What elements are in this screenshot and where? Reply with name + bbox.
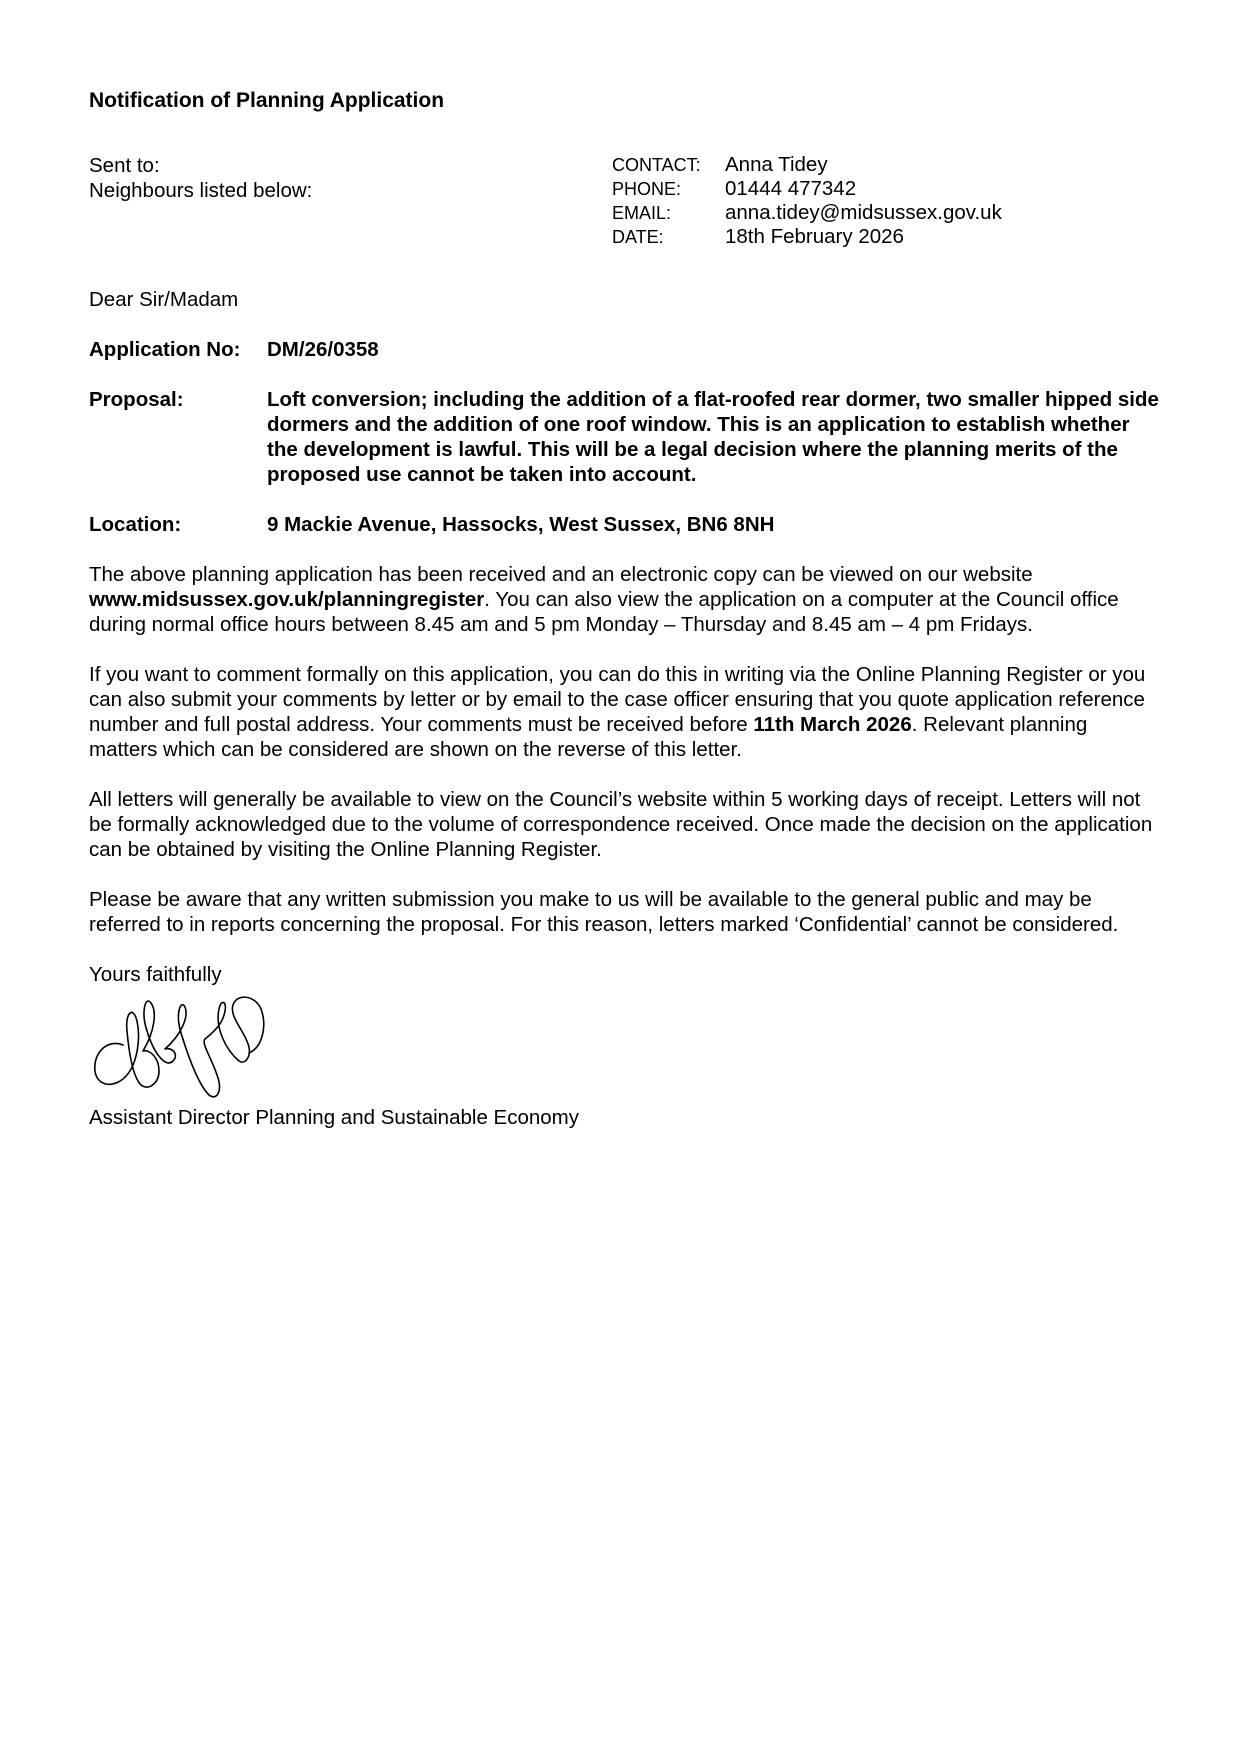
phone-number: 01444 477342 <box>725 177 857 200</box>
location-label: Location: <box>89 513 182 536</box>
letter-header <box>89 153 1159 261</box>
signatory-title: Assistant Director Planning and Sustainable Economy <box>89 1106 579 1129</box>
viewing-text-start: The above planning application has been received and an electronic copy can be viewed on our website <box>89 563 1033 586</box>
application-number-row <box>89 337 1159 362</box>
sent-to-label: Sent to: <box>89 154 160 177</box>
location-row <box>89 512 1159 537</box>
email-address: anna.tidey@midsussex.gov.uk <box>725 201 1002 224</box>
comment-paragraph <box>89 662 1159 762</box>
closing: Yours faithfully <box>89 963 222 986</box>
proposal-label: Proposal: <box>89 388 184 411</box>
phone-label: PHONE: <box>612 179 682 199</box>
proposal-row <box>89 387 1159 487</box>
comment-text-start: If you want to comment formally on this application, you can do this in writing via the Online Planning Register or you can also submit your comments by letter or by email to the case officer ensuring that you quote application reference number and full postal address. Your comments must be received before <box>89 663 1146 736</box>
website-address: www.midsussex.gov.uk/planningregister <box>89 588 485 611</box>
signature <box>89 987 289 1105</box>
email-row <box>612 201 1002 225</box>
comment-deadline: 11th March 2026 <box>753 713 912 736</box>
salutation: Dear Sir/Madam <box>89 288 239 311</box>
signature-stroke <box>95 997 264 1097</box>
letter <box>89 88 1159 1130</box>
location-address: 9 Mackie Avenue, Hassocks, West Sussex, BN6 8NH <box>267 513 775 536</box>
letter-title: Notification of Planning Application <box>89 89 445 112</box>
date-row <box>612 225 1002 249</box>
contact-name: Anna Tidey <box>725 153 828 176</box>
application-number-label: Application No: <box>89 338 241 361</box>
contact-block <box>612 153 1002 249</box>
email-label: EMAIL: <box>612 203 672 223</box>
recipient-block <box>89 153 312 203</box>
contact-row <box>612 153 1002 177</box>
comment-text-end: . Relevant planning matters which can be considered are shown on the reverse of this letter. <box>89 713 1088 761</box>
viewing-paragraph <box>89 562 1159 637</box>
recipients: Neighbours listed below: <box>89 179 313 202</box>
proposal-text: Loft conversion; including the addition of a flat-roofed rear dormer, two smaller hipped side dormers and the addition of one roof window. This is an application to establish whether the development is lawful. This will be a legal decision where the planning merits of the proposed use cannot be taken into account. <box>267 388 1159 486</box>
letter-date: 18th February 2026 <box>725 225 904 248</box>
application-number: DM/26/0358 <box>267 338 379 361</box>
contact-label: CONTACT: <box>612 155 701 175</box>
letters-paragraph: All letters will generally be available to view on the Council’s website within 5 working days of receipt. Letters will not be formally acknowledged due to the volume of correspondence received. Once made the decision on the application can be obtained by visiting the Online Planning Register. <box>89 788 1153 861</box>
date-label: DATE: <box>612 227 664 247</box>
viewing-text-end: . You can also view the application on a computer at the Council office during normal office hours between 8.45 am and 5 pm Monday – Thursday and 8.45 am – 4 pm Fridays. <box>89 588 1119 636</box>
phone-row <box>612 177 1002 201</box>
privacy-paragraph: Please be aware that any written submission you make to us will be available to the general public and may be referred to in reports concerning the proposal. For this reason, letters marked ‘Confidential’ cannot be considered. <box>89 888 1119 936</box>
